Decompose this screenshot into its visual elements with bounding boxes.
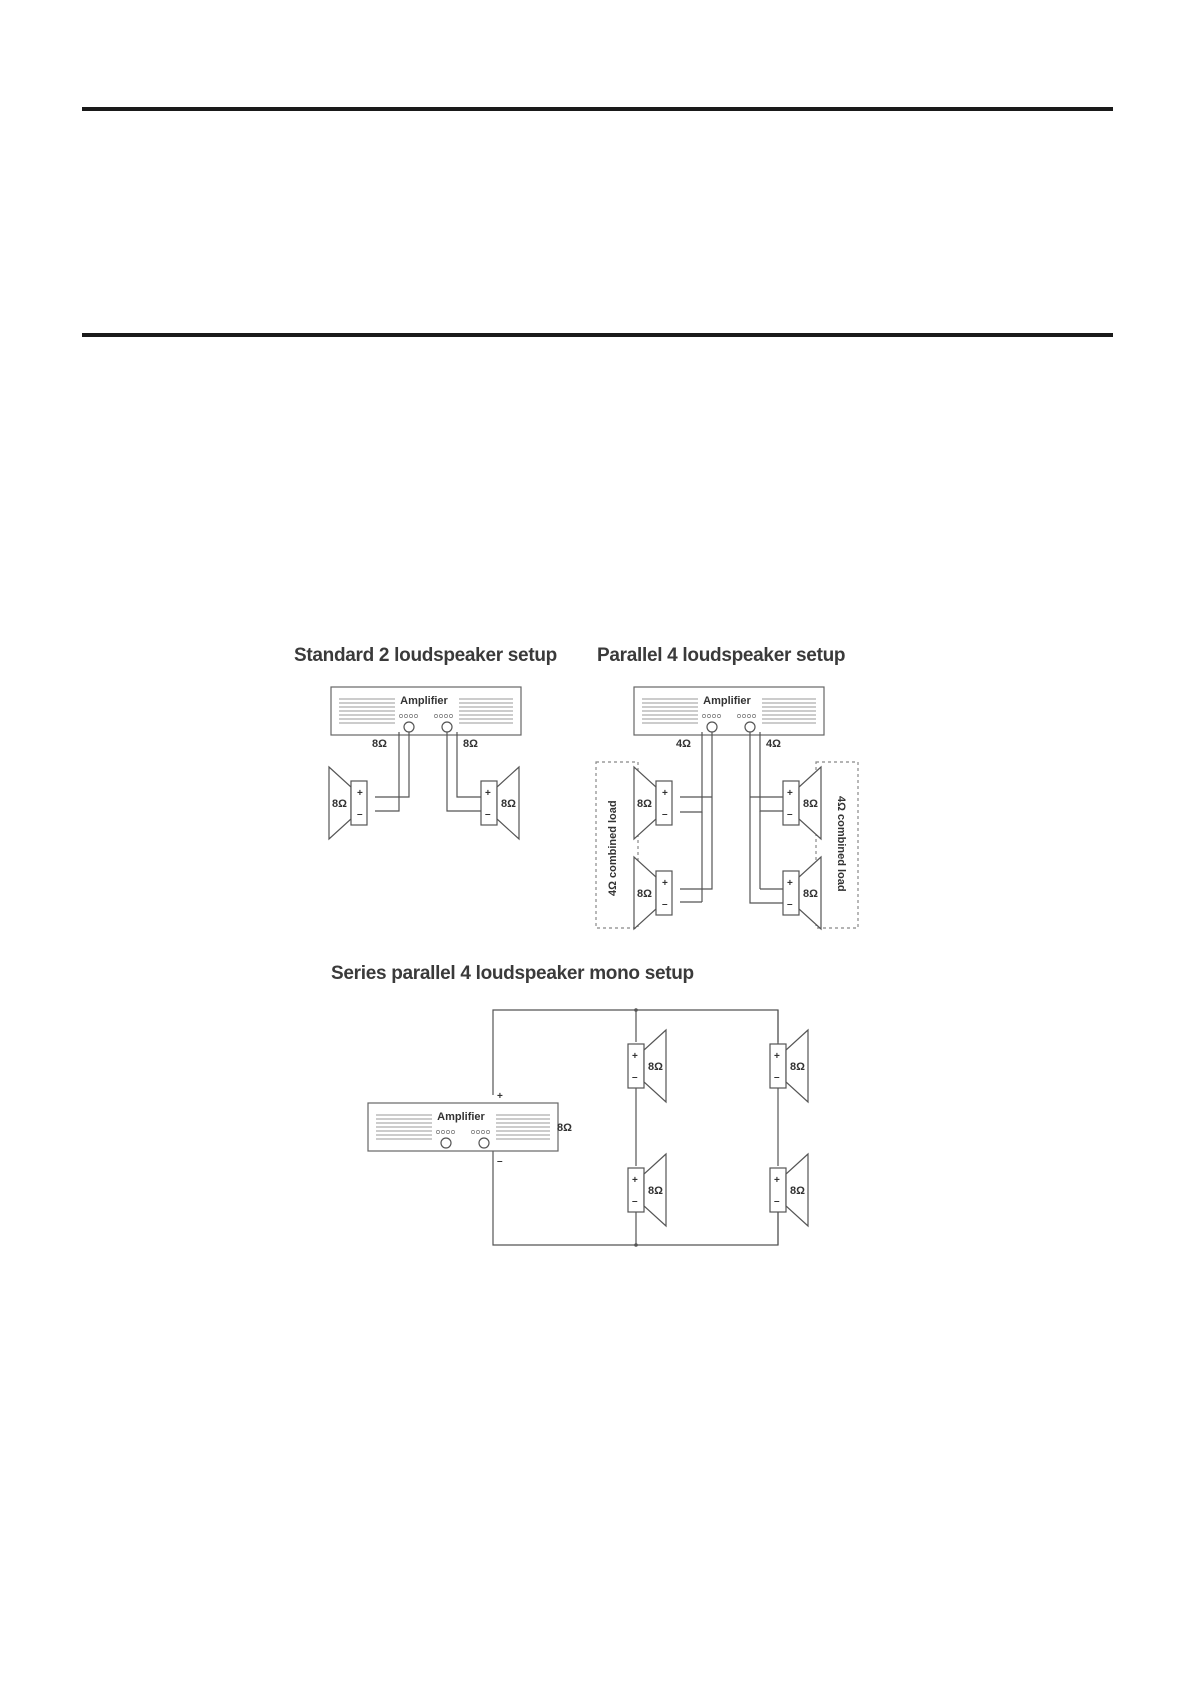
- plus-sign: +: [357, 788, 363, 799]
- amplifier-label-parallel: Amplifier: [703, 695, 751, 707]
- output-label-right-standard: 8Ω: [463, 738, 478, 750]
- amplifier-label-standard: Amplifier: [400, 695, 448, 707]
- plus-sign: +: [485, 788, 491, 799]
- speaker-series-4-impedance: 8Ω: [790, 1185, 805, 1197]
- speaker-parallel-2-impedance: 8Ω: [637, 888, 652, 900]
- plus-sign: +: [774, 1051, 780, 1062]
- series-diagram: [368, 1008, 808, 1247]
- speaker-parallel-3-impedance: 8Ω: [803, 798, 818, 810]
- series-minus-terminal: –: [497, 1156, 503, 1167]
- standard-setup-title: Standard 2 loudspeaker setup: [294, 645, 557, 666]
- speaker-right-impedance: 8Ω: [501, 798, 516, 810]
- speaker-parallel-4-impedance: 8Ω: [803, 888, 818, 900]
- minus-sign: –: [787, 809, 793, 820]
- speaker-series-3-impedance: 8Ω: [790, 1061, 805, 1073]
- minus-sign: –: [632, 1196, 638, 1207]
- combined-load-label-left: 4Ω combined load: [607, 800, 619, 896]
- speaker-series-2-impedance: 8Ω: [648, 1185, 663, 1197]
- plus-sign: +: [787, 878, 793, 889]
- minus-sign: –: [787, 899, 793, 910]
- plus-sign: +: [662, 878, 668, 889]
- output-label-right-parallel: 4Ω: [766, 738, 781, 750]
- output-label-left-parallel: 4Ω: [676, 738, 691, 750]
- amplifier-label-series: Amplifier: [437, 1111, 485, 1123]
- minus-sign: –: [662, 809, 668, 820]
- minus-sign: –: [662, 899, 668, 910]
- minus-sign: –: [485, 809, 491, 820]
- minus-sign: –: [632, 1072, 638, 1083]
- minus-sign: –: [357, 809, 363, 820]
- speaker-parallel-1-impedance: 8Ω: [637, 798, 652, 810]
- plus-sign: +: [632, 1051, 638, 1062]
- minus-sign: –: [774, 1072, 780, 1083]
- parallel-diagram: [596, 687, 858, 929]
- series-load-label: 8Ω: [557, 1122, 572, 1134]
- combined-load-label-right: 4Ω combined load: [835, 796, 847, 892]
- plus-sign: +: [632, 1175, 638, 1186]
- plus-sign: +: [774, 1175, 780, 1186]
- standard-diagram: [329, 687, 521, 839]
- plus-sign: +: [787, 788, 793, 799]
- output-label-left-standard: 8Ω: [372, 738, 387, 750]
- minus-sign: –: [774, 1196, 780, 1207]
- speaker-left-impedance: 8Ω: [332, 798, 347, 810]
- plus-sign: +: [662, 788, 668, 799]
- series-plus-terminal: +: [497, 1091, 503, 1102]
- series-setup-title: Series parallel 4 loudspeaker mono setup: [331, 963, 694, 984]
- parallel-setup-title: Parallel 4 loudspeaker setup: [597, 645, 846, 666]
- speaker-series-1-impedance: 8Ω: [648, 1061, 663, 1073]
